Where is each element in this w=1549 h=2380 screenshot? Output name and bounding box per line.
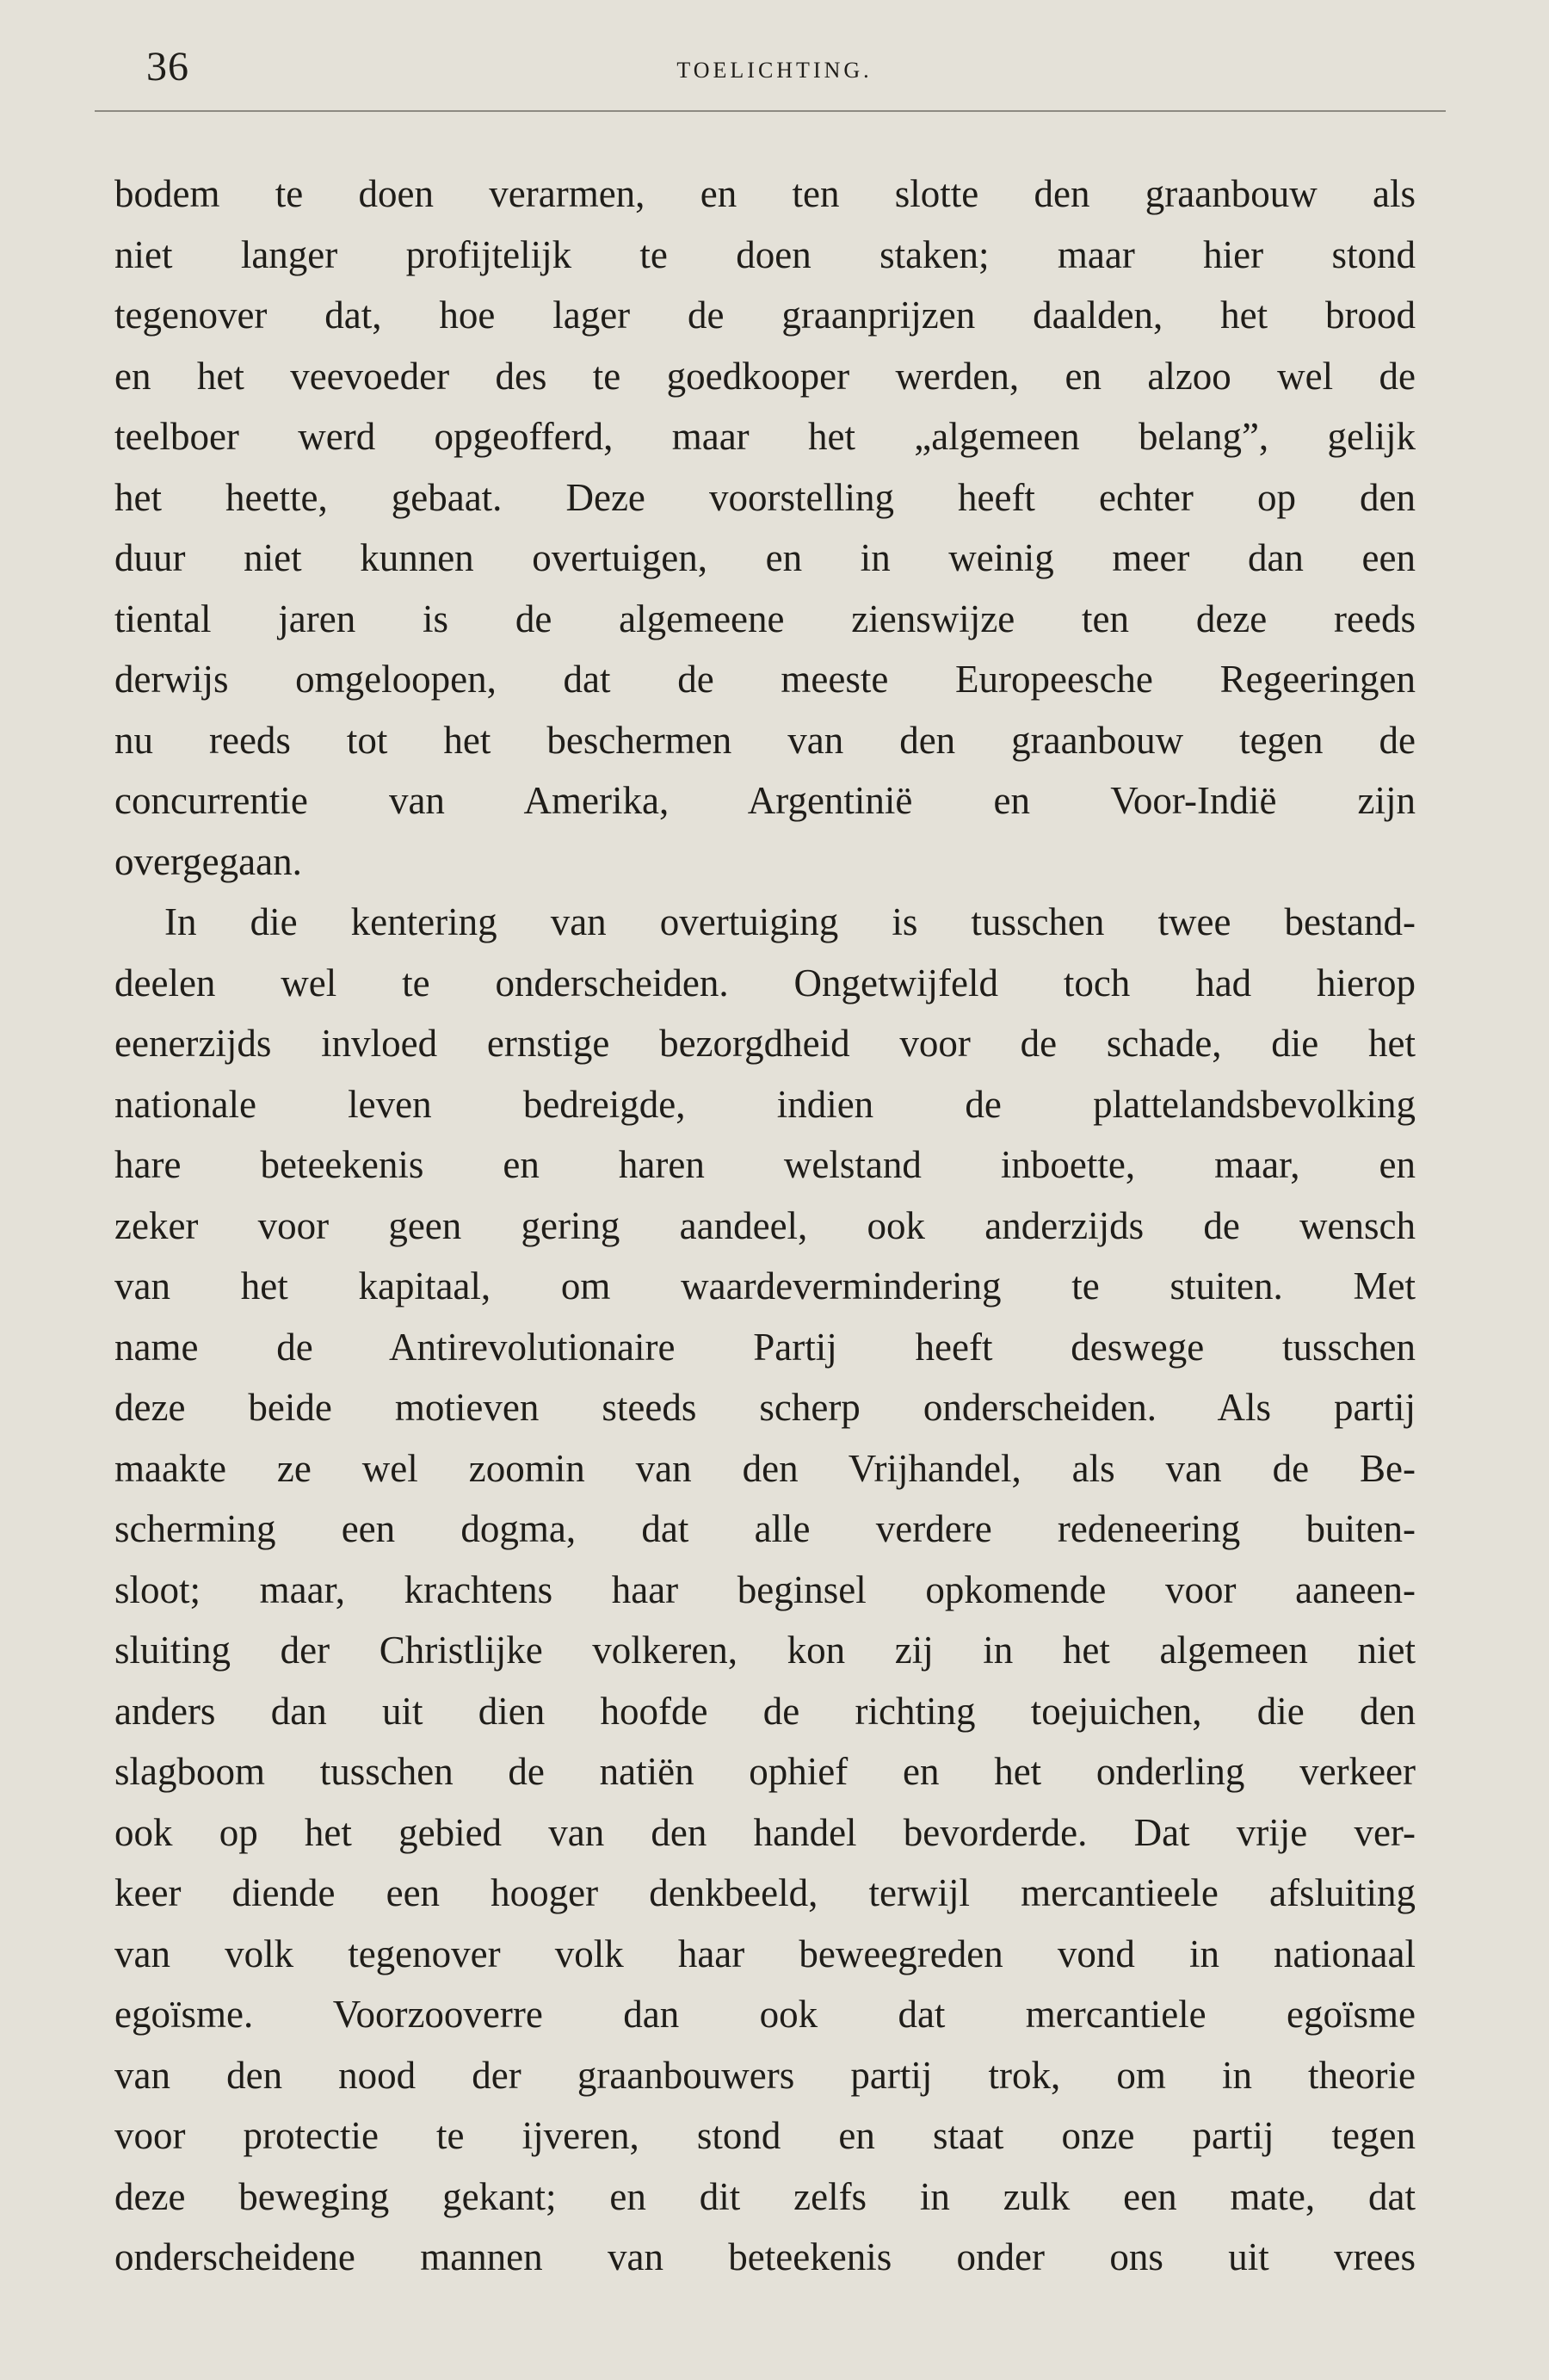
text-line: van het kapitaal, om waardevermindering te stuiten. Met bbox=[114, 1264, 1416, 1307]
header-rule bbox=[95, 110, 1446, 112]
text-line: deelen wel te onderscheiden. Ongetwijfeld toch had hierop bbox=[114, 961, 1416, 1005]
text-line: van den nood der graanbouwers partij trok, om in theorie bbox=[114, 2053, 1416, 2097]
text-line: name de Antirevolutionaire Partij heeft deswege tusschen bbox=[114, 1325, 1416, 1369]
text-line: en het veevoeder des te goedkooper werden, en alzoo wel de bbox=[114, 354, 1416, 398]
text-line: niet langer profijtelijk te doen staken; maar hier stond bbox=[114, 232, 1416, 276]
text-line: slagboom tusschen de natiën ophief en het onderling verkeer bbox=[114, 1750, 1416, 1793]
text-line: deze beweging gekant; en dit zelfs in zulk een mate, dat bbox=[114, 2174, 1416, 2218]
text-line: het heette, gebaat. Deze voorstelling heeft echter op den bbox=[114, 475, 1416, 519]
body-text bbox=[114, 164, 1416, 2288]
text-line: In die kentering van overtuiging is tusschen twee bestand- bbox=[164, 900, 1416, 943]
text-line: van volk tegenover volk haar beweegreden vond in nationaal bbox=[114, 1932, 1416, 1975]
text-line: concurrentie van Amerika, Argentinië en Voor-Indië zijn bbox=[114, 779, 1416, 822]
text-line: teelboer werd opgeofferd, maar het „algemeen belang”, gelijk bbox=[114, 415, 1416, 458]
running-title: TOELICHTING. bbox=[676, 58, 873, 83]
text-line: anders dan uit dien hoofde de richting toejuichen, die den bbox=[114, 1689, 1416, 1733]
text-line: bodem te doen verarmen, en ten slotte den graanbouw als bbox=[114, 172, 1416, 215]
text-line: maakte ze wel zoomin van den Vrijhandel, als van de Be- bbox=[114, 1446, 1416, 1490]
text-line: duur niet kunnen overtuigen, en in weinig meer dan een bbox=[114, 536, 1416, 579]
text-line: ook op het gebied van den handel bevorderde. Dat vrije ver- bbox=[114, 1810, 1416, 1854]
text-line: onderscheidene mannen van beteekenis onder ons uit vrees bbox=[114, 2235, 1416, 2278]
running-head bbox=[0, 41, 1549, 102]
text-line: derwijs omgeloopen, dat de meeste Europeesche Regeeringen bbox=[114, 658, 1416, 701]
text-line: scherming een dogma, dat alle verdere redeneering buiten- bbox=[114, 1507, 1416, 1550]
page-number: 36 bbox=[146, 44, 189, 90]
text-line: overgegaan. bbox=[114, 839, 302, 883]
text-line: voor protectie te ijveren, stond en staat onze partij tegen bbox=[114, 2114, 1416, 2157]
text-line: tegenover dat, hoe lager de graanprijzen daalden, het brood bbox=[114, 294, 1416, 337]
text-line: eenerzijds invloed ernstige bezorgdheid voor de schade, die het bbox=[114, 1022, 1416, 1065]
text-line: sluiting der Christlijke volkeren, kon zij in het algemeen niet bbox=[114, 1629, 1416, 1672]
text-line: zeker voor geen gering aandeel, ook anderzijds de wensch bbox=[114, 1203, 1416, 1247]
text-line: egoïsme. Voorzooverre dan ook dat mercantiele egoïsme bbox=[114, 1993, 1416, 2036]
text-line: nationale leven bedreigde, indien de plattelandsbevolking bbox=[114, 1082, 1416, 1126]
text-line: sloot; maar, krachtens haar beginsel opkomende voor aaneen- bbox=[114, 1567, 1416, 1611]
text-line: tiental jaren is de algemeene zienswijze ten deze reeds bbox=[114, 597, 1416, 640]
text-line: hare beteekenis en haren welstand inboette, maar, en bbox=[114, 1143, 1416, 1186]
text-line: nu reeds tot het beschermen van den graanbouw tegen de bbox=[114, 718, 1416, 762]
text-line: deze beide motieven steeds scherp onderscheiden. Als partij bbox=[114, 1386, 1416, 1429]
text-line: keer diende een hooger denkbeeld, terwijl mercantieele afsluiting bbox=[114, 1871, 1416, 1914]
